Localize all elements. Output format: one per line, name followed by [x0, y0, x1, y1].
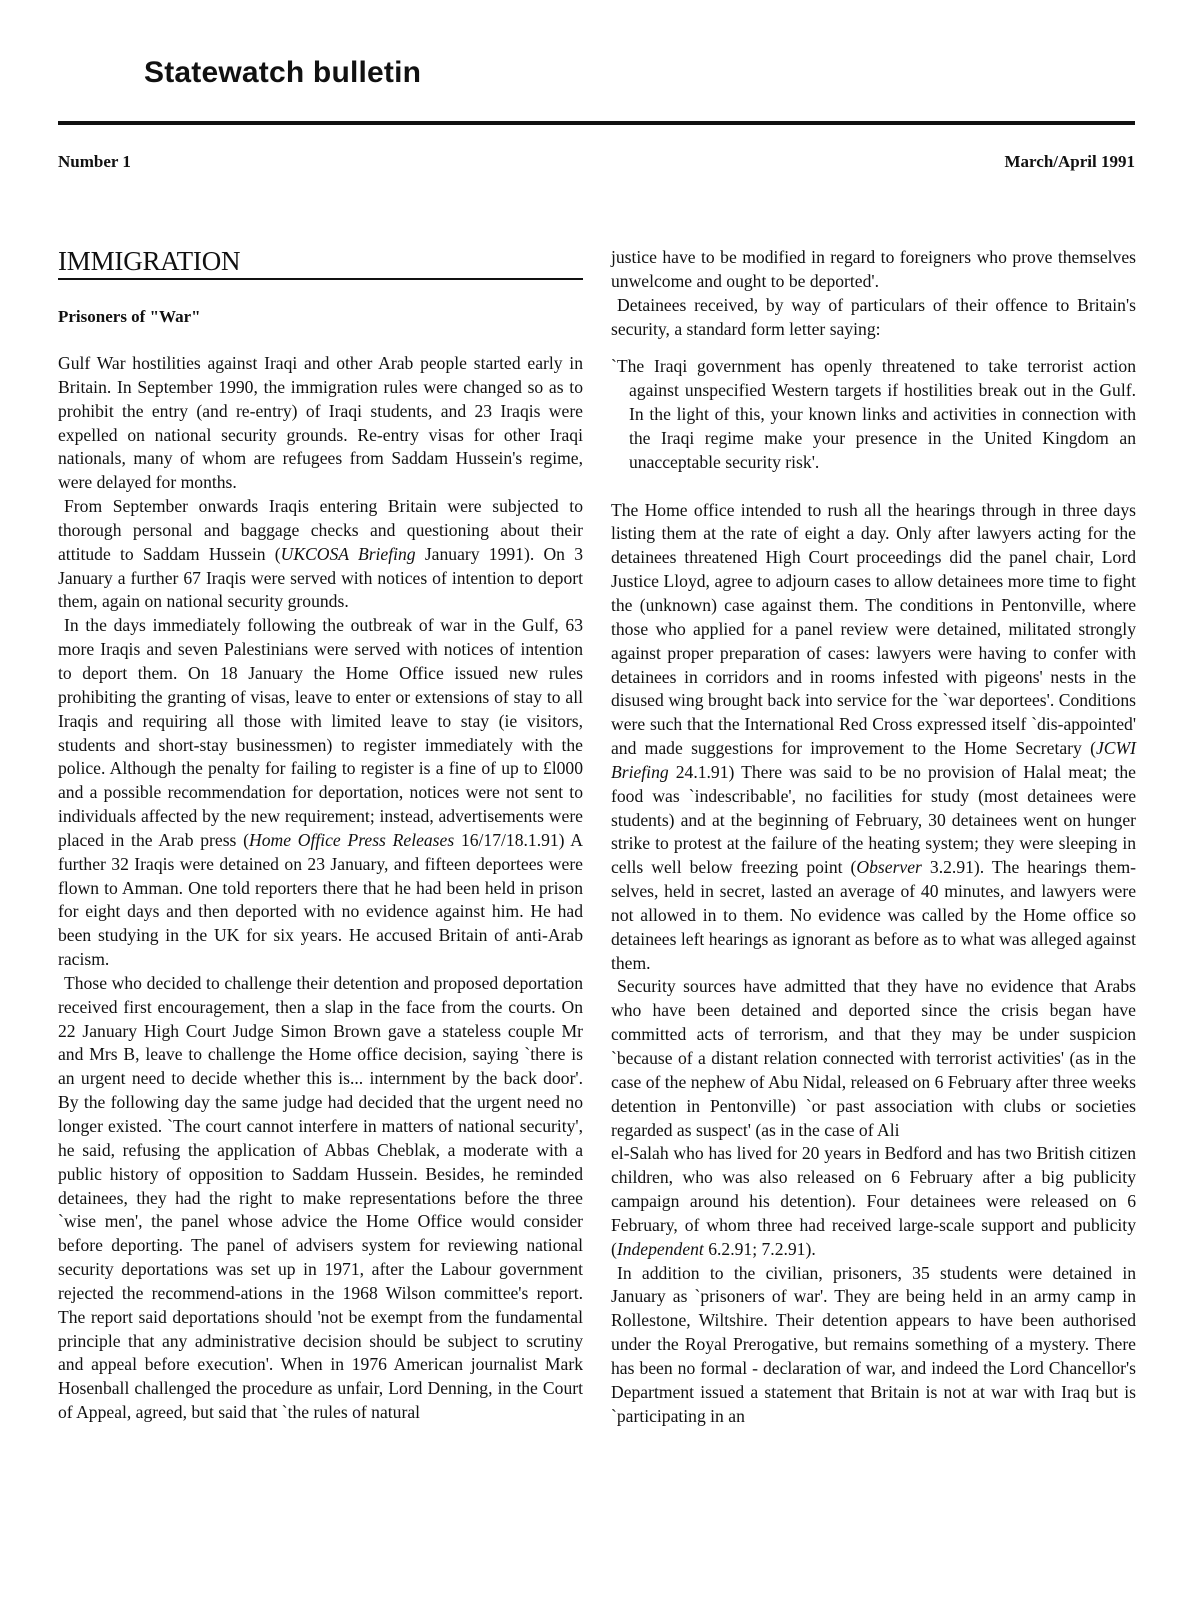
paragraph: In the days immediately following the outbreak of war in the Gulf, 63 more Iraqis and seven Palestinians were served with notices of intention to deport them. On 18 January the Home Office issued new rules prohibiting the granting of visas, leave to enter or extensions of stay to all Iraqis and requiring all those with limited leave to stay (ie visitors, students and short-stay businessmen) to register immediately with the police. Although the penalty for failing to register is a fine of up to £l000 and a possible recommendation for deportation, notices were not sent to individuals affected by the new requirement; instead, advertisements were placed in the Arab press (Home Office Press Releases 16/17/18.1.91) A further 32 Iraqis were detained on 23 January, and fifteen deportees were flown to Amman. One told reporters there that he had been held in prison for eight days and then deported with no evidence against him. He had been studying in the UK for six years. He accused Britain of anti-Arab racism.	[58, 615, 584, 970]
section-title: IMMIGRATION	[58, 246, 583, 280]
paragraph: Gulf War hostilities against Iraqi and other Arab people started early in Britain. In September 1990, the immigration rules were changed so as to prohibit the entry (and re-entry) of Iraqi students, and 23 Iraqis were expelled on national security grounds. Re-entry visas for other Iraqi nationals, many of whom are refugees from Saddam Hussein's regime, were delayed for months.	[58, 353, 583, 493]
paragraph: justice have to be modified in regard to foreigners who prove themselves unwelcome and ought to be deported'.	[611, 247, 1136, 291]
citation: JCWI Briefing	[611, 738, 1136, 782]
issue-number: Number 1	[58, 152, 131, 171]
paragraph: el-Salah who has lived for 20 years in Bedford and has two British citizen children, who was also released on 6 February after a big publicity campaign around his detention). Four detainees were released on 6 February, of whom three had received large-scale support and publicity (Independent 6.2.91; 7.2.91).	[611, 1143, 1136, 1259]
citation: UKCOSA Briefing	[280, 543, 416, 564]
paragraph: Security sources have admitted that they have no evidence that Arabs who have been detained and deported since the crisis began have committed acts of terrorism, and that they may be under suspicion `because of a distant relation connected with terrorist activities' (as in the case of the nephew of Abu Nidal, released on 6 February after three weeks detention in Pentonville) `or past association with clubs or societies regarded as suspect' (as in the case of Ali	[611, 976, 1136, 1140]
paragraph: Those who decided to challenge their detention and proposed deportation received first encouragement, then a slap in the face from the courts. On 22 January High Court Judge Simon Brown gave a stateless couple Mr and Mrs B, leave to challenge the Home office decision, saying `there is an urgent need to decide whether this is... internment by the back door'. By the following day the same judge had decided that the urgent need no longer existed. `The court cannot interfere in matters of national security', he said, refusing the application of Abbas Cheblak, a moderate with a public history of opposition to Saddam Hussein. Besides, he reminded detainees, they had the right to make representations before the three `wise men', the panel whose advice the Home Office would consider before deporting. The panel of advisers system for reviewing national security deportations was set up in 1971, after the Labour government rejected the recommend-ations in the 1968 Wilson committee's report. The report said deportations should 'not be exempt from the fundamental principle that any administrative decision should be subject to scrutiny and appeal before execution'. When in 1976 American journalist Mark Hosenball challenged the procedure as unfair, Lord Denning, in the Court of Appeal, agreed, but said that `the rules of natural	[58, 972, 583, 1423]
issue-date: March/April 1991	[1004, 152, 1135, 171]
article-title: Prisoners of "War"	[58, 307, 201, 326]
paragraph: In addition to the civilian, prisoners, 35 students were detained in January as `prisoners of war'. They are being held in an army camp in Rollestone, Wiltshire. Their detention appears to have been authorised under the Royal Prerogative, but remains something of a mystery. There has been no formal - declaration of war, and indeed the Lord Chancellor's Department issued a statement that Britain is not at war with Iraq but is `participating in an	[611, 1262, 1136, 1426]
masthead-title: Statewatch bulletin	[144, 56, 422, 89]
paragraph: From September onwards Iraqis entering Britain were subjected to thorough personal and baggage checks and questioning about their attitude to Saddam Hussein (UKCOSA Briefing January 1991). On 3 January a further 67 Iraqis were served with notices of intention to deport them, again on national security grounds.	[58, 496, 583, 612]
citation: Observer	[856, 857, 922, 878]
paragraph: The Home office intended to rush all the hearings through in three days listing them at the rate of eight a day. Only after lawyers acting for the detainees threatened High Court proceedings did the panel chair, Lord Justice Lloyd, agree to adjourn cases to allow detainees more time to fight the (unknown) case against them. The conditions in Pentonville, where those who applied for a panel review were detained, militated strongly against proper preparation of cases: lawyers were having to confer with detainees in corridors and in rooms infested with pigeons' nests in the disused wing brought back into service for the `war deportees'. Conditions were such that the International Red Cross expressed itself `dis-appointed' and made suggestions for improvement to the Home Secretary (JCWI Briefing 24.1.91) There was said to be no provision of Halal meat; the food was `indescribable', no facilities for study (most detainees were students) and at the beginning of February, 30 detainees went on hunger strike to protest at the failure of the heating system; they were sleeping in cells well below freezing point (Observer 3.2.91). The hearings them-selves, held in secret, lasted an average of 40 minutes, and lawyers were not allowed in to them. No evidence was called by the Home office so detainees left hearings as ignorant as before as to what was alleged against them.	[611, 499, 1136, 973]
right-column	[611, 246, 1136, 1429]
citation: Home Office Press Releases	[248, 829, 455, 850]
citation: Independent	[616, 1238, 704, 1259]
paragraph: Detainees received, by way of particulars of their offence to Britain's security, a standard form letter saying:	[611, 294, 1136, 339]
header-rule	[58, 121, 1135, 125]
block-quote: `The Iraqi government has openly threatened to take terrorist action against unspecified Western targets if hostilities break out in the Gulf. In the light of this, your known links and activities in connection with the Iraqi regime make your presence in the United Kingdom an unacceptable security risk'.	[611, 356, 1136, 472]
left-column	[58, 246, 583, 1425]
